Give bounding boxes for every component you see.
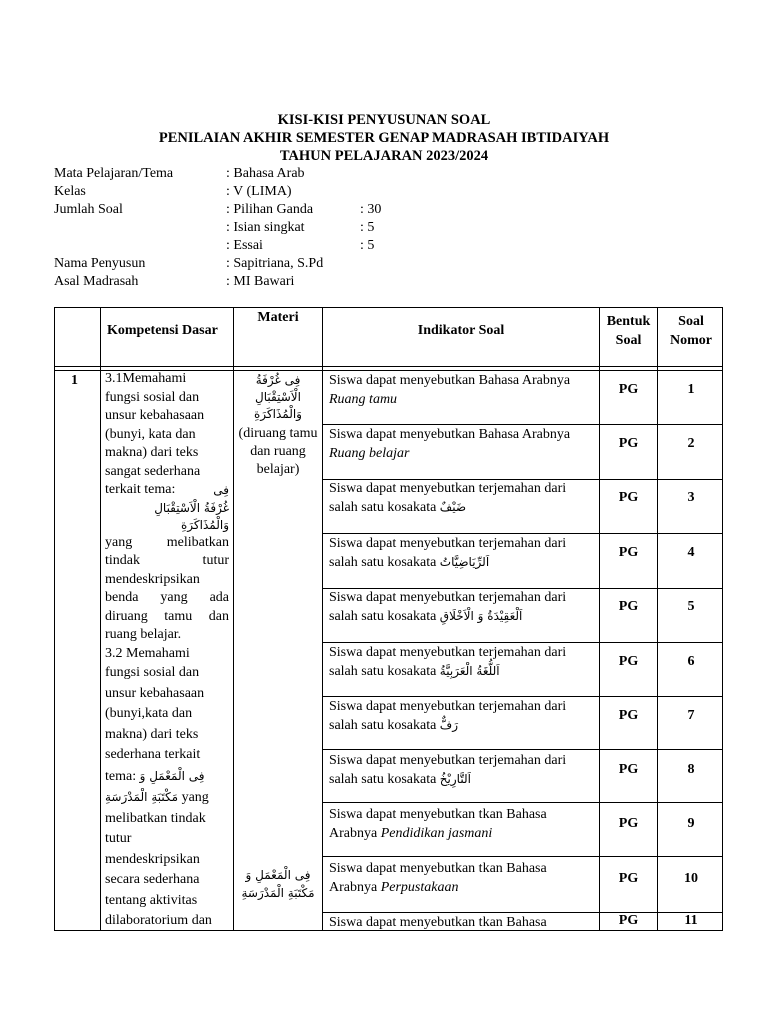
header-bentuk-line2: Soal: [615, 333, 642, 348]
indikator-arabic-term: ضَيْفٌ: [439, 500, 467, 514]
kd1-line: unsur kebahasaan: [105, 408, 205, 423]
indikator-row-11: [329, 913, 595, 931]
indikator-text: salah satu kosakata: [329, 609, 437, 624]
indikator-line2: [329, 553, 595, 572]
indikator-text: salah satu kosakata: [329, 555, 437, 570]
bentuk-soal-7: PG: [618, 708, 639, 723]
bentuk-soal-8: PG: [618, 762, 639, 777]
indikator-row-9: [329, 805, 595, 843]
kd2-line: makna) dari teks: [105, 726, 199, 742]
doc-title-line1: KISI-KISI PENYUSUNAN SOAL: [277, 112, 491, 128]
nomor-soal-3: 3: [687, 490, 695, 505]
indikator-text: Siswa dapat menyebutkan terjemahan dari: [329, 699, 567, 714]
kisi-kisi-table: [54, 307, 723, 931]
header-materi: Materi: [257, 310, 299, 325]
indikator-text: salah satu kosakata: [329, 664, 437, 679]
header-nomor-line2: Nomor: [670, 333, 712, 348]
row-number: 1: [71, 373, 78, 388]
bentuk-soal-1: PG: [618, 382, 639, 397]
indikator-line2: [329, 716, 595, 735]
kd2-line: secara sederhana: [105, 872, 200, 887]
kompetensi-dasar-cell: [105, 370, 229, 931]
materi-1-text: (diruang tamu dan ruang belajar): [238, 426, 318, 477]
row-divider: [322, 856, 723, 857]
nomor-soal-10: 10: [684, 871, 698, 886]
nomor-soal-9: 9: [687, 816, 695, 831]
row-divider: [322, 749, 723, 750]
indikator-text: Siswa dapat menyebutkan terjemahan dari: [329, 590, 567, 605]
mapel-label: Mata Pelajaran/Tema: [54, 166, 174, 181]
kd2-line: mendeskripsikan: [105, 851, 200, 867]
kd2-line: (bunyi,kata dan: [105, 706, 193, 721]
indikator-text: Siswa dapat menyebutkan Bahasa Arabnya: [329, 427, 571, 442]
isian-label: : Isian singkat: [226, 220, 305, 235]
nomor-soal-6: 6: [687, 654, 695, 669]
kd2-line: [105, 787, 229, 809]
header-bentuk-line1: Bentuk: [606, 314, 651, 329]
doc-title-line2: PENILAIAN AKHIR SEMESTER GENAP MADRASAH IBTIDAIYAH: [158, 130, 610, 146]
materi-2-arabic-1: فِى الْمَعْمَلِ وَ: [245, 868, 311, 882]
indikator-row-3: [329, 479, 595, 517]
kd2-tema-arabic-2: مَكْتَبَةِ الْمَدْرَسَةِ: [105, 790, 179, 804]
kd2-line: dilaboratorium dan: [105, 913, 212, 928]
header-kompetensi: Kompetensi Dasar: [107, 323, 218, 338]
indikator-text: Siswa dapat menyebutkan terjemahan dari: [329, 645, 567, 660]
indikator-line2: [329, 498, 595, 517]
kd1-line: 3.1Memahami: [105, 371, 187, 386]
kd1-tema-arabic-prefix: فِى: [213, 483, 229, 497]
col-divider: [100, 308, 101, 930]
indikator-text: Siswa dapat menyebutkan Bahasa Arabnya: [329, 373, 571, 388]
asal-value: : MI Bawari: [226, 274, 295, 289]
col-divider: [657, 308, 658, 930]
nomor-soal-4: 4: [687, 545, 695, 560]
header-soal-nomor: [658, 312, 723, 350]
doc-title-line3: TAHUN PELAJARAN 2023/2024: [279, 148, 489, 164]
indikator-line2: [329, 770, 595, 789]
header-divider: [55, 366, 723, 367]
indikator-row-5: [329, 588, 595, 626]
indikator-text: Siswa dapat menyebutkan terjemahan dari: [329, 753, 567, 768]
indikator-arabic-term: رَفٌّ: [439, 718, 459, 732]
mapel-value: : Bahasa Arab: [226, 166, 305, 181]
kd1-line: [105, 481, 229, 500]
kd1-tema-arabic: غُرْفَةُ الْاَسْتِقْبَالِ وَالْمُذَاكَرَةِ: [154, 500, 229, 532]
kd2-line: tentang aktivitas: [105, 892, 198, 908]
bentuk-soal-6: PG: [618, 654, 639, 669]
indikator-text: Arabnya: [329, 880, 378, 895]
col-divider: [322, 308, 323, 930]
pg-label: : Pilihan Ganda: [226, 202, 314, 217]
essai-label: : Essai: [226, 238, 263, 253]
indikator-text: salah satu kosakata: [329, 500, 437, 515]
indikator-term: Pendidikan jasmani: [380, 826, 493, 841]
bentuk-soal-9: PG: [618, 816, 639, 831]
kd1-line: makna) dari teks: [105, 445, 199, 460]
header-nomor-line1: Soal: [678, 314, 704, 329]
indikator-text: Siswa dapat menyebutkan terjemahan dari: [329, 536, 567, 551]
pg-count: : 30: [360, 202, 382, 217]
kd1-tema-label: terkait tema:: [105, 482, 176, 497]
kd2-tema-label: tema:: [105, 768, 137, 784]
indikator-arabic-term: اَلرِّيَاضِيَّاتُ: [439, 555, 490, 569]
bentuk-soal-2: PG: [618, 436, 639, 451]
indikator-arabic-term: اَلْعَقِيْدَةُ وَ الْاَخْلَاقِ: [439, 609, 523, 623]
indikator-row-1: [329, 371, 595, 409]
indikator-text: Siswa dapat menyebutkan tkan Bahasa: [329, 807, 547, 822]
bentuk-soal-10: PG: [618, 871, 639, 886]
indikator-row-7: [329, 697, 595, 735]
indikator-line2: [329, 607, 595, 626]
col-divider: [599, 308, 600, 930]
row-divider: [322, 802, 723, 803]
nomor-soal-5: 5: [687, 599, 695, 614]
kd2-line: melibatkan tindak: [105, 810, 206, 826]
indikator-term: Ruang belajar: [329, 446, 410, 461]
kd1-description: yang melibatkan tindak tutur mendeskripsikan benda yang ada diruang tamu dan ruang belajar.: [105, 534, 229, 642]
kd2-line: tutur: [105, 831, 132, 846]
materi-cell-1: [235, 372, 321, 479]
indikator-text: salah satu kosakata: [329, 718, 437, 733]
nomor-soal-11: 11: [684, 913, 698, 928]
indikator-row-6: [329, 643, 595, 681]
kd2-line: fungsi sosial dan: [105, 665, 200, 680]
indikator-line2: [329, 662, 595, 681]
bentuk-soal-11: PG: [618, 913, 639, 928]
nomor-soal-1: 1: [687, 382, 695, 397]
bentuk-soal-5: PG: [618, 599, 639, 614]
kd2-line: [105, 766, 229, 788]
penyusun-value: : Sapitriana, S.Pd: [226, 256, 324, 271]
nomor-soal-8: 8: [687, 762, 695, 777]
kd2-line: sederhana terkait: [105, 747, 201, 762]
col-divider: [233, 308, 234, 930]
nomor-soal-2: 2: [687, 436, 695, 451]
asal-label: Asal Madrasah: [54, 274, 139, 289]
kd1-line: (bunyi, kata dan: [105, 426, 196, 442]
kd2-tema-arabic: فِى الْمَعْمَلِ وَ: [139, 768, 205, 783]
indikator-line2: [329, 824, 595, 843]
kd1-line: fungsi sosial dan: [105, 389, 200, 405]
indikator-text: Siswa dapat menyebutkan tkan Bahasa: [329, 861, 547, 876]
indikator-line2: [329, 878, 595, 897]
header-bentuk-soal: [600, 312, 657, 350]
kd1-line: sangat sederhana: [105, 463, 201, 479]
indikator-row-8: [329, 751, 595, 789]
bentuk-soal-3: PG: [618, 490, 639, 505]
indikator-arabic-term: اَلتَّارِيْخُ: [439, 772, 471, 786]
isian-count: : 5: [360, 220, 375, 235]
nomor-soal-7: 7: [687, 708, 695, 723]
materi-1-arabic: فِى غُرْفَةُ الْاَسْتِقْبَالِ وَالْمُذَاكَرَةِ: [254, 373, 302, 421]
bentuk-soal-4: PG: [618, 545, 639, 560]
indikator-text: Arabnya: [329, 826, 378, 841]
essai-count: : 5: [360, 238, 375, 253]
kd2-yang: yang: [181, 790, 209, 805]
indikator-row-10: [329, 859, 595, 897]
indikator-term: Ruang tamu: [329, 392, 398, 407]
penyusun-label: Nama Penyusun: [54, 256, 146, 271]
indikator-text: Siswa dapat menyebutkan tkan Bahasa: [329, 915, 547, 930]
kelas-value: : V (LIMA): [226, 184, 292, 199]
header-indikator: Indikator Soal: [417, 323, 505, 338]
indikator-text: Siswa dapat menyebutkan terjemahan dari: [329, 481, 567, 496]
jumlah-label: Jumlah Soal: [54, 202, 123, 217]
info-block: [54, 165, 454, 290]
indikator-text: salah satu kosakata: [329, 772, 437, 787]
materi-2-arabic-2: مَكْتَبَةِ الْمَدْرَسَةِ: [241, 886, 315, 900]
kd2-line: 3.2 Memahami: [105, 645, 190, 661]
indikator-term: Perpustakaan: [380, 880, 459, 895]
indikator-row-2: [329, 425, 595, 463]
kelas-label: Kelas: [54, 184, 86, 199]
indikator-row-4: [329, 534, 595, 572]
materi-cell-2: [235, 866, 321, 902]
kd2-line: unsur kebahasaan: [105, 685, 205, 701]
indikator-arabic-term: اَللُّغَةُ الْعَرَبِيَّةُ: [439, 664, 500, 678]
